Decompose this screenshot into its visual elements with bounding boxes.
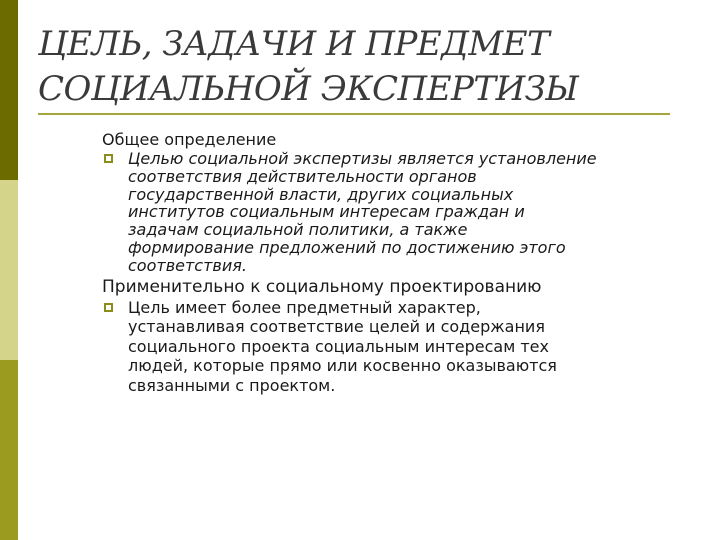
bullet-text-line: соответствия.	[128, 255, 247, 275]
slide-title-line-2: СОЦИАЛЬНОЙ ЭКСПЕРТИЗЫ	[38, 69, 579, 109]
sidebar-segment-middle	[0, 180, 18, 360]
bullet-text-line: государственной власти, других социальных	[128, 184, 514, 204]
bullet-text-line: Цель имеет более предметный характер,	[128, 297, 481, 317]
bullet-text-line: людей, которые прямо или косвенно оказываются	[128, 356, 557, 376]
title-divider	[38, 113, 670, 115]
sidebar-segment-top	[0, 0, 18, 180]
bullet-text-line: устанавливая соответствие целей и содержания	[128, 317, 545, 337]
bullet-text-line: формирование предложений по достижению этого	[128, 237, 566, 257]
bullet-text-line: Целью социальной экспертизы является установление	[128, 149, 597, 168]
bullet-text-line: соответствия действительности органов	[128, 166, 477, 186]
bullet-text-line: задачам социальной политики, а также	[128, 220, 468, 240]
bullet-text-line: связанными с проектом.	[128, 375, 336, 395]
sidebar-segment-bottom	[0, 360, 18, 540]
slide-title-line-1: ЦЕЛЬ, ЗАДАЧИ И ПРЕДМЕТ	[38, 24, 550, 64]
section-heading-general-definition: Общее определение	[102, 130, 277, 149]
slide-title	[38, 22, 698, 112]
bullet-text-line: социального проекта социальным интересам тех	[128, 336, 549, 356]
square-bullet-icon	[104, 303, 113, 312]
section-heading-social-design: Применительно к социальному проектированию	[102, 276, 542, 297]
bullet-text-line: институтов социальным интересам граждан и	[128, 202, 525, 222]
bullet-item-design-goal	[102, 298, 702, 396]
bullet-item-goal-definition	[102, 150, 702, 275]
slide-body	[102, 130, 702, 395]
square-bullet-icon	[104, 154, 113, 163]
